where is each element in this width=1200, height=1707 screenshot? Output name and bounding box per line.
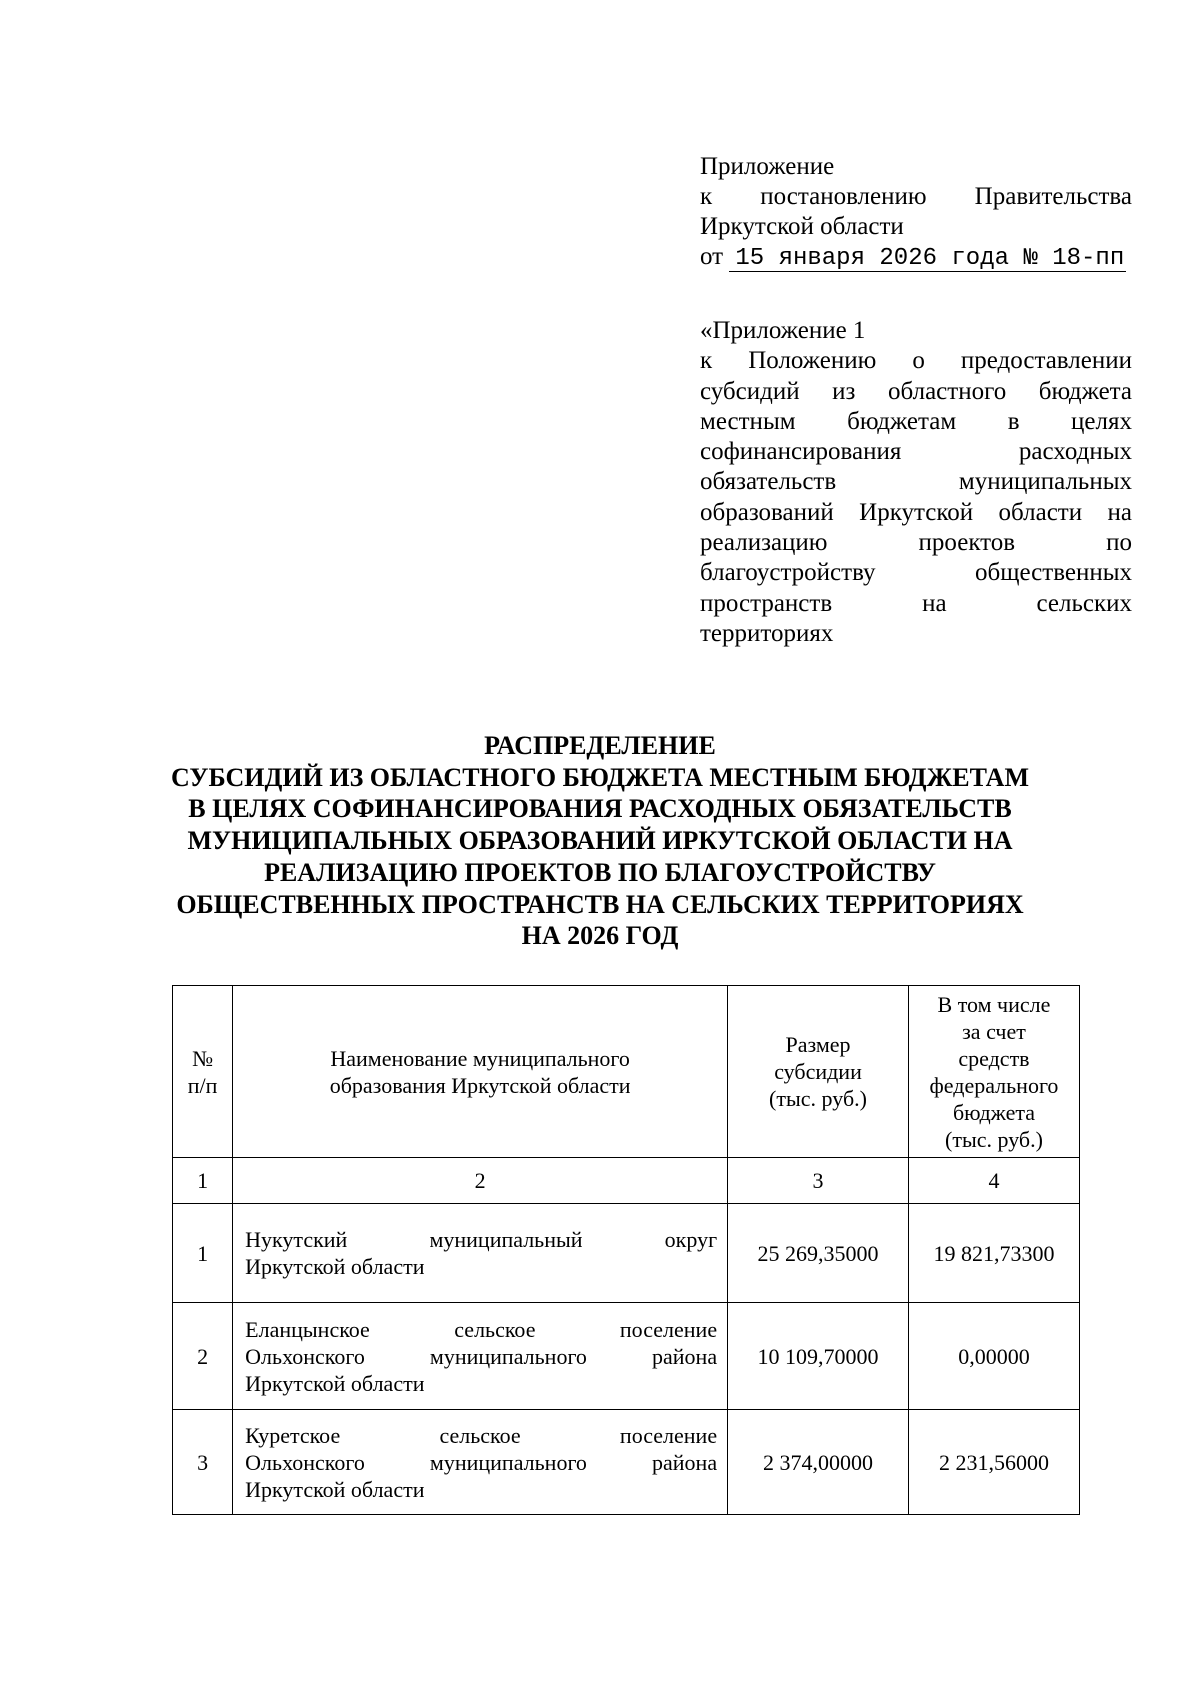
table-row	[173, 1303, 1080, 1410]
document-title	[100, 730, 1100, 952]
header-text: образования Иркутской области	[329, 1072, 631, 1098]
regulation-line: местным бюджетам в целях	[700, 407, 1132, 435]
header-text: (тыс. руб.)	[769, 1086, 867, 1111]
header-text: №	[192, 1045, 214, 1071]
header-text: субсидии	[774, 1059, 862, 1084]
name-line: Иркутской области	[245, 1370, 425, 1396]
name-line: Нукутский муниципальный округ	[245, 1227, 718, 1252]
name-line: Ольхонского муниципального района	[245, 1449, 718, 1475]
municipality-name	[233, 1410, 728, 1515]
title-line: СУБСИДИЙ ИЗ ОБЛАСТНОГО БЮДЖЕТА МЕСТНЫМ БЮДЖЕТАМ	[171, 762, 1029, 792]
appendix-decree-date	[700, 242, 1132, 272]
regulation-line: территориях	[700, 619, 834, 647]
title-line: РЕАЛИЗАЦИЮ ПРОЕКТОВ ПО БЛАГОУСТРОЙСТВУ	[264, 857, 936, 887]
name-line: Иркутской области	[245, 1254, 425, 1279]
regulation-line: образований Иркутской области на	[700, 498, 1132, 526]
column-number-row	[173, 1158, 1080, 1204]
title-line: МУНИЦИПАЛЬНЫХ ОБРАЗОВАНИЙ ИРКУТСКОЙ ОБЛАСТИ НА	[187, 826, 1013, 856]
subsidy-amount: 10 109,70000	[728, 1303, 909, 1410]
header-number	[173, 986, 233, 1158]
federal-amount: 0,00000	[908, 1303, 1079, 1410]
header-text: Наименование муниципального	[330, 1045, 630, 1071]
regulation-line: благоустройству общественных	[700, 559, 1132, 587]
header-text: В том числе	[937, 991, 1051, 1017]
row-number: 2	[173, 1303, 233, 1410]
name-line: Куретское сельское поселение	[245, 1422, 718, 1448]
name-line: Иркутской области	[245, 1476, 425, 1502]
municipality-name	[233, 1303, 728, 1410]
header-text: бюджета	[952, 1099, 1035, 1125]
table-row	[173, 1410, 1080, 1515]
appendix-region-line: Иркутской области	[700, 213, 904, 240]
regulation-line: реализацию проектов по	[700, 529, 1132, 557]
name-line: Ольхонского муниципального района	[245, 1343, 718, 1369]
column-number: 3	[728, 1158, 909, 1204]
row-number: 1	[173, 1204, 233, 1303]
regulation-line: софинансирования расходных	[700, 438, 1132, 466]
name-line: Еланцынское сельское поселение	[245, 1316, 718, 1342]
date-value: 15 января 2026 года № 18-пп	[729, 247, 1126, 272]
regulation-line: субсидий из областного бюджета	[700, 377, 1132, 405]
header-text: п/п	[187, 1072, 218, 1098]
regulation-appendix-label: «Приложение 1	[700, 317, 866, 344]
title-line: НА 2026 ГОД	[521, 921, 679, 951]
regulation-line: к Положению о предоставлении	[700, 347, 1132, 375]
appendix-header	[700, 152, 1132, 272]
column-number: 1	[173, 1158, 233, 1204]
title-line: В ЦЕЛЯХ СОФИНАНСИРОВАНИЯ РАСХОДНЫХ ОБЯЗАТЕЛЬСТВ	[188, 794, 1012, 824]
municipality-name	[233, 1204, 728, 1303]
column-number: 2	[233, 1158, 728, 1204]
federal-amount: 2 231,56000	[908, 1410, 1079, 1515]
federal-amount: 19 821,73300	[908, 1204, 1079, 1303]
header-text: за счет	[962, 1018, 1026, 1044]
header-subsidy	[728, 986, 909, 1158]
date-prefix: от	[700, 243, 724, 270]
title-line: РАСПРЕДЕЛЕНИЕ	[484, 731, 716, 760]
column-number: 4	[908, 1158, 1079, 1204]
appendix-decree-line: к постановлению Правительства	[700, 183, 1132, 210]
header-text: Размер	[785, 1032, 851, 1057]
regulation-line: обязательств муниципальных	[700, 468, 1132, 496]
table-header-row	[173, 986, 1080, 1158]
regulation-appendix-header	[700, 316, 1132, 649]
header-text: средств	[958, 1045, 1030, 1071]
subsidy-amount: 2 374,00000	[728, 1410, 909, 1515]
row-number: 3	[173, 1410, 233, 1515]
header-municipality	[233, 986, 728, 1158]
header-text: федерального	[929, 1072, 1059, 1098]
header-text: (тыс. руб.)	[945, 1126, 1043, 1152]
header-federal	[908, 986, 1079, 1158]
subsidy-distribution-table	[172, 985, 1080, 1515]
subsidy-amount: 25 269,35000	[728, 1204, 909, 1303]
title-line: ОБЩЕСТВЕННЫХ ПРОСТРАНСТВ НА СЕЛЬСКИХ ТЕРРИТОРИЯХ	[176, 889, 1024, 919]
appendix-label: Приложение	[700, 153, 835, 180]
regulation-line: пространств на сельских	[700, 589, 1132, 617]
table-row	[173, 1204, 1080, 1303]
